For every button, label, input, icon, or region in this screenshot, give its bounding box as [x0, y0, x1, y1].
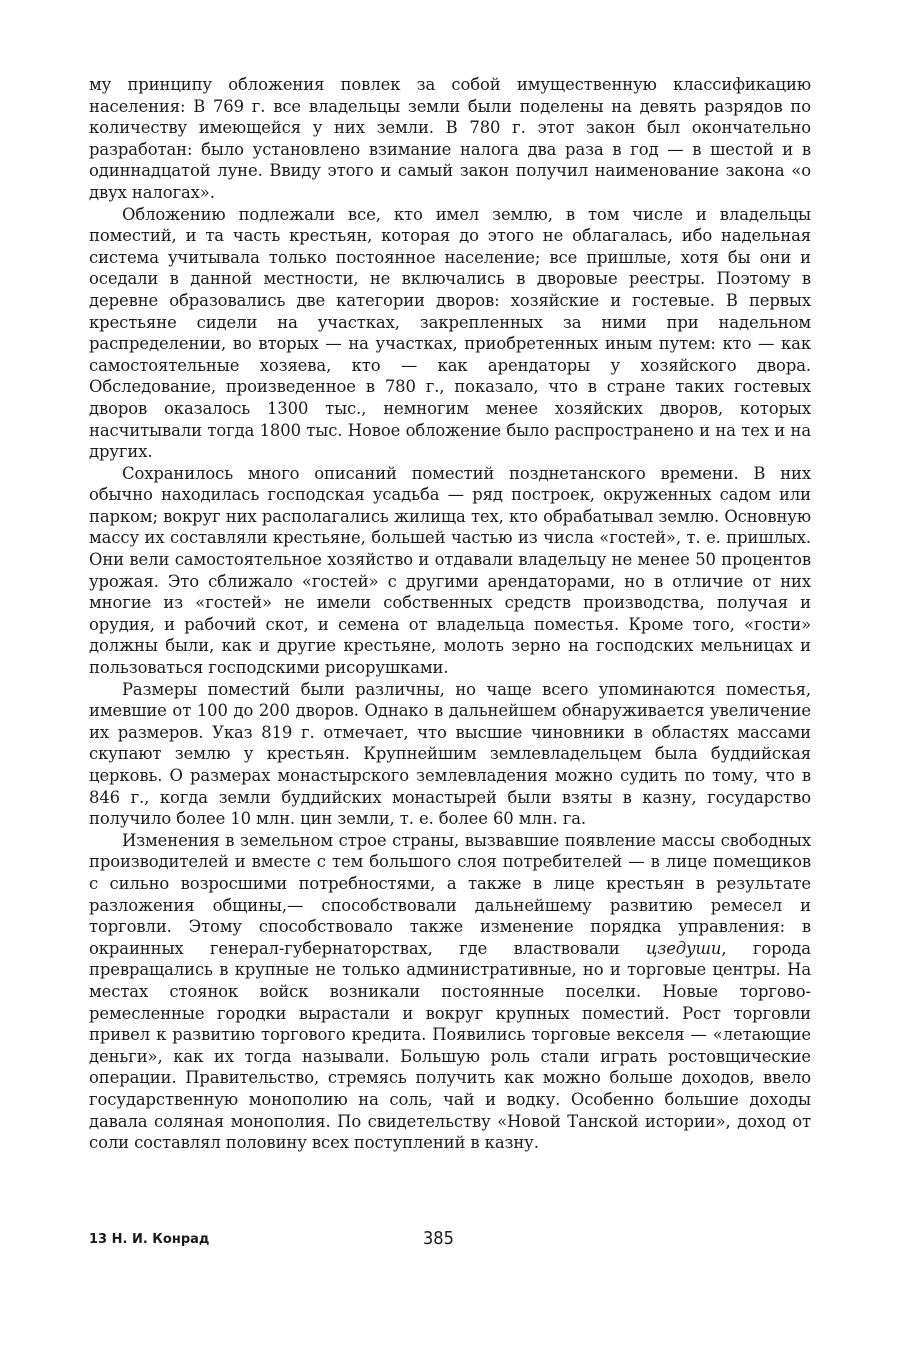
paragraph-1: му принципу обложения повлек за собой имущественную классификацию населения: В 769 г. все владельцы земли были поделены на девять разрядов по количеству имеющейся у них земли. В 780 г. этот закон был окончательно разработан: было установлено взимание налога два раза в год — в шестой и в одиннадцатой луне. Ввиду этого и самый закон получил наименование закона «о двух налогах».: [89, 75, 811, 202]
page-number: 385: [423, 1228, 454, 1249]
paragraph-5-part-1: Изменения в земельном строе страны, вызвавшие появление массы свободных производителей и вместе с тем большого слоя потребителей — в лице помещиков с сильно возросшими потребностями, а также в лице крестьян в результате разложения общины,— способствовали дальнейшему развитию ремесел и торговли. Этому способствовало также изменение порядка управления: в окраинных генерал-губернаторствах, где властвовали: [89, 830, 811, 958]
paragraph-4: Размеры поместий были различны, но чаще всего упоминаются поместья, имевшие от 100 до 200 дворов. Однако в дальнейшем обнаруживается увеличение их размеров. Указ 819 г. отмечает, что высшие чиновники в областях массами скупают землю у крестьян. Крупнейшим землевладельцем была буддийская церковь. О размерах монастырского землевладения можно судить по тому, что в 846 г., когда земли буддийских монастырей были взяты в казну, государство получило более 10 млн. цин земли, т. е. более 60 млн. га.: [89, 679, 811, 829]
printer-signature: 13 Н. И. Конрад: [89, 1232, 210, 1247]
page-footer: [89, 1228, 811, 1258]
paragraph-5-part-2: , города превращались в крупные не только административные, но и торговые центры. На местах стоянок войск возникали постоянные поселки. Новые торгово-ремесленные городки вырастали и вокруг крупных поместий. Рост торговли привел к развитию торгового кредита. Появились торговые векселя — «летающие деньги», как их тогда называли. Большую роль стали играть ростовщические операции. Правительство, стремясь получить как можно больше доходов, ввело государственную монополию на соль, чай и водку. Особенно большие доходы давала соляная монополия. По свидетельству «Новой Танской истории», доход от соли составлял половину всех поступлений в казну.: [89, 938, 811, 1153]
paragraph-2: Обложению подлежали все, кто имел землю, в том числе и владельцы поместий, и та часть крестьян, которая до этого не облагалась, ибо надельная система учитывала только постоянное население; все пришлые, хотя бы они и оседали в данной местности, не включались в дворовые реестры. Поэтому в деревне образовались две категории дворов: хозяйские и гостевые. В первых крестьяне сидели на участках, закрепленных за ними при надельном распределении, во вторых — на участках, приобретенных иным путем: кто — как самостоятельные хозяева, кто — как арендаторы у хозяйского двора. Обследование, произведенное в 780 г., показало, что в стране таких гостевых дворов оказалось 1300 тыс., немногим менее хозяйских дворов, которых насчитывали тогда 1800 тыс. Новое обложение было распространено и на тех и на других.: [89, 204, 811, 462]
body-text: [89, 74, 811, 1154]
paragraph-3: Сохранилось много описаний поместий позднетанского времени. В них обычно находилась господская усадьба — ряд построек, окруженных садом или парком; вокруг них располагались жилища тех, кто обрабатывал землю. Основную массу их составляли крестьяне, большей частью из числа «гостей», т. е. пришлых. Они вели самостоятельное хозяйство и отдавали владельцу не менее 50 процентов урожая. Это сближало «гостей» с другими арендаторами, но в отличие от них многие из «гостей» не имели собственных средств производства, получая и орудия, и рабочий скот, и семена от владельца поместья. Кроме того, «гости» должны были, как и другие крестьяне, молоть зерно на господских мельницах и пользоваться господскими рисорушками.: [89, 463, 811, 678]
paragraph-5: [89, 830, 811, 1154]
term-tszedushi: цзедуши: [646, 938, 722, 958]
